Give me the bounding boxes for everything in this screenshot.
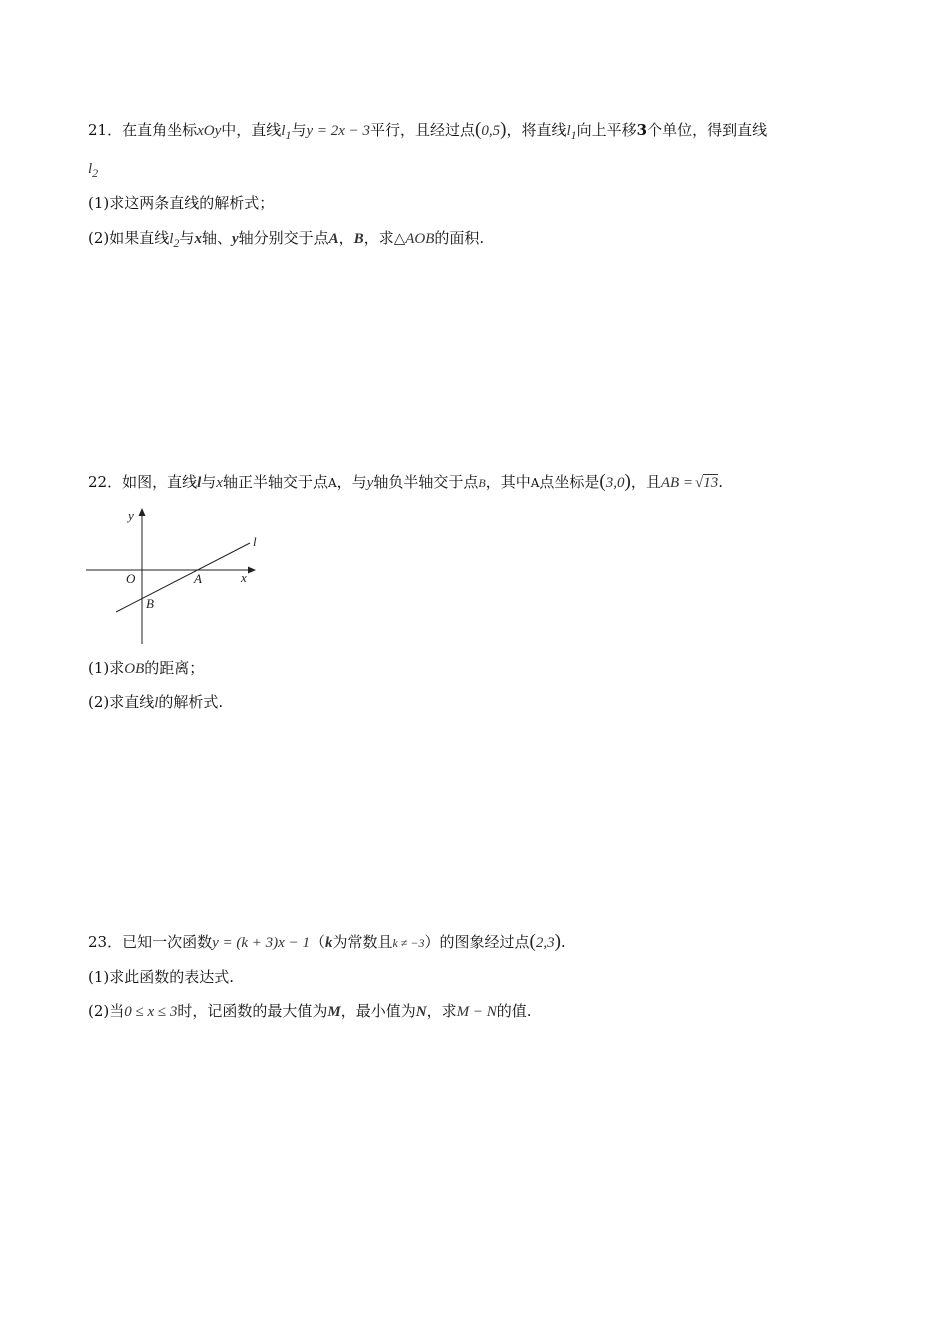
q22-stem: 22．如图，直线l与x轴正半轴交于点A，与y轴负半轴交于点B，其中A点坐标是(3,0)，且AB = √13.: [88, 471, 724, 492]
q22-part1: (1)求OB的距离；: [88, 659, 205, 677]
q23-part2: (2)当0 ≤ x ≤ 3时，记函数的最大值为M，最小值为N，求M − N的值.: [88, 1002, 532, 1020]
point-b-label: B: [146, 596, 154, 611]
point-a-label: A: [194, 571, 202, 586]
math-coord-system: xOy: [197, 123, 222, 139]
q23-part1: (1)求此函数的表达式.: [88, 968, 235, 986]
y-axis-label: y: [128, 508, 134, 523]
math-equation: y = 2x − 3: [306, 123, 371, 139]
q22-part2: (2)求直线l的解析式.: [88, 693, 224, 711]
q23-stem: 23．已知一次函数y = (k + 3)x − 1（k为常数且k ≠ −3）的图象经过点(2,3).: [88, 931, 566, 952]
math-l1: l: [281, 123, 286, 139]
math-sqrt: 13: [703, 475, 719, 491]
q23-number: 23．: [88, 933, 123, 951]
math-point: 0,5: [481, 123, 501, 139]
origin-label: O: [126, 571, 136, 586]
math-point: 2,3: [535, 935, 555, 951]
math-equation: y = (k + 3)x − 1: [212, 935, 310, 951]
q21-l2: $l_2$: [88, 161, 99, 180]
math-triangle: △AOB: [393, 231, 435, 247]
x-axis-label: x: [241, 570, 247, 585]
q21-part2: (2)如果直线$l_2$与x轴、y轴分别交于点A，B，求△AOB的面积.: [88, 229, 485, 250]
q21-part1: (1)求这两条直线的解析式；: [88, 194, 275, 212]
y-axis-arrow: [139, 508, 146, 516]
math-range: 0 ≤ x ≤ 3: [124, 1004, 178, 1020]
q21-stem: 21．在直角坐标xOy中，直线$l_1$与y = 2x − 3平行，且经过点(0,5)，将直线$l_1$向上平移3个单位，得到直线: [88, 119, 768, 142]
line-l-label: l: [253, 534, 257, 549]
line-l: [116, 543, 250, 612]
q21-number: 21．: [88, 121, 123, 139]
math-point: 3,0: [605, 475, 625, 491]
q22-figure: [80, 502, 280, 648]
q22-number: 22．: [88, 473, 123, 491]
x-axis-arrow: [248, 567, 256, 574]
